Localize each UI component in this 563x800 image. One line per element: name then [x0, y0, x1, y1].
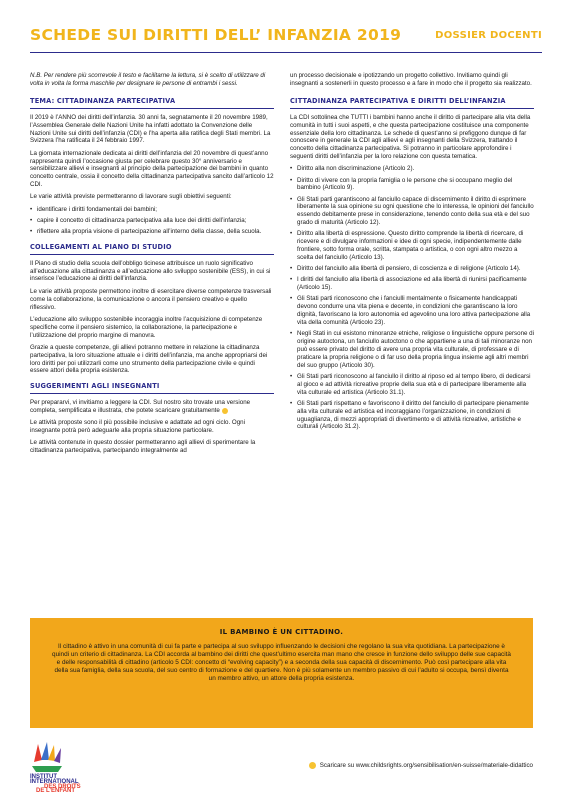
- list-item: • Diritto alla libertà di espressione. Questo diritto comprende la libertà di ricercare, di ricevere e di divulgare informazioni e idee di ogni specie, indipendentemente dalle frontiere, sotto forma orale, scritta, stampata o artistica, o con ogni altro mezzo a scelta del fanciullo (Articolo 13).: [290, 230, 534, 262]
- gender-note: N.B. Per rendere più scorrevole il testo e facilitarne la lettura, si è scelto di utilizzare di volta in volta la forma maschile per designare le persone di entrambi i sessi.: [30, 72, 266, 87]
- right-column: [290, 72, 534, 435]
- rights-list: [290, 165, 534, 431]
- paragraph: Le varie attività previste permetteranno di lavorare sugli obiettivi seguenti:: [30, 193, 232, 201]
- header-rule: [30, 52, 542, 53]
- hand-pointer-icon: [309, 762, 316, 769]
- list-item: • Diritto alla non discriminazione (Articolo 2).: [290, 165, 534, 173]
- ide-logo: [28, 738, 106, 792]
- list-item: • Diritto di vivere con la propria famiglia o le persone che si occupano meglio del bambino (Articolo 9).: [290, 177, 534, 193]
- logo-line-2: INTERNATIONAL: [30, 779, 79, 785]
- paragraph: Le attività contenute in questo dossier permetteranno agli allievi di sperimentare la cittadinanza partecipativa, partecipando integralmente ad: [30, 439, 256, 455]
- list-item: • riflettere alla propria visione di partecipazione all’interno della classe, della scuola.: [30, 228, 274, 236]
- list-item: • Gli Stati parti riconoscono al fanciullo il diritto al riposo ed al tempo libero, di dedicarsi al gioco e ad attività ricreative proprie della sua età e di partecipare liberamente alla vita culturale ed artistica (Articolo 31.1).: [290, 373, 534, 397]
- download-link[interactable]: Scaricare su www.childsrights.org/sensibilisation/en-suisse/materiale-didattico: [319, 762, 533, 770]
- section-title-cittadinanza: TEMA: CITTADINANZA PARTECIPATIVA: [30, 98, 274, 109]
- paragraph: Le attività proposte sono il più possibile inclusive e adattate ad ogni ciclo. Ogni insegnante potrà però adeguarle alla propria situazione particolare.: [30, 419, 245, 435]
- paragraph: La CDI sottolinea che TUTTI i bambini hanno anche il diritto di partecipare alla vita della comunità in tutti i suoi aspetti, e che questa partecipazione costituisce una componente essenziale della loro cittadinanza. Le schede di quest’anno si prefiggono dunque di far conoscere in generale la CDI agli allievi e agli insegnanti della Svizzera, trattando il concetto della cittadinanza partecipativa. Si potranno in particolare approfondire i seguenti diritti dell’infanzia per la loro relazione con questa tematica.: [290, 113, 531, 161]
- download-line[interactable]: [309, 762, 533, 769]
- list-item: • Gli Stati parti rispettano e favoriscono il diritto del fanciullo di partecipare pienamente alla vita culturale ed artistica ed incoraggiano l’organizzazione, in condizioni di uguaglianza, di mezzi appropriati di divertimento e di attività ricreative, artistiche e culturali (Articolo 31.2).: [290, 400, 534, 432]
- hand-pointer-icon: [222, 408, 228, 414]
- paragraph: Le varie attività proposte permettono inoltre di esercitare diverse competenze trasversali come la collaborazione, la comunicazione o ancora il pensiero creativo e quello riflessivo.: [30, 287, 272, 311]
- info-box-title: IL BAMBINO È UN CITTADINO.: [219, 628, 344, 636]
- paragraph: Grazie a queste competenze, gli allievi potranno mettere in relazione la cittadinanza partecipativa, la loro situazione attuale e i diritti dell’infanzia, ma anche appropriarsi dei loro diritti per poi utilizzarli come uno strumento della partecipazione civile e quindi essere attori della propria esistenza.: [30, 343, 268, 375]
- paragraph: un processo decisionale e ipotizzando un progetto collettivo. Invitiamo quindi gli insegnanti a sostenerli in questo processo e a fare in modo che il progetto sia realizzato.: [290, 72, 532, 87]
- info-box: [30, 618, 533, 728]
- header: [30, 26, 542, 46]
- logo-line-3: DES DROITS: [44, 784, 81, 790]
- section-title-piano-di-studio: COLLEGAMENTI AL PIANO DI STUDIO: [30, 244, 274, 255]
- paragraph: L’educazione allo sviluppo sostenibile incoraggia inoltre l’acquisizione di competenze specifiche come il pensiero sistemico, la collaborazione, la partecipazione e l’utilizzazione del proprio margine di manovra.: [30, 315, 263, 339]
- section-title-diritti: CITTADINANZA PARTECIPATIVA E DIRITTI DELL’INFANZIA: [290, 98, 534, 109]
- list-item: • identificare i diritti fondamentali dei bambini;: [30, 206, 274, 214]
- paragraph-text: Per prepararvi, vi invitiamo a leggere la CDI. Sul nostro sito trovate una versione completa, semplificata e illustrata, che potete scaricare gratuitamente: [30, 399, 251, 415]
- list-item: • Gli Stati parti garantiscono al fanciullo capace di discernimento il diritto di esprimere liberamente la sua opinione su ogni questione che lo interessa, le opinioni del fanciullo essendo debitamente prese in considerazione, tenendo conto della sua età e del suo grado di maturità (Articolo 12).: [290, 196, 534, 228]
- objectives-list: [30, 206, 274, 236]
- paragraph: La giornata internazionale dedicata ai diritti dell’infanzia del 20 novembre di quest’anno rappresenta quindi l’occasione giusta per celebrare questo 30° anniversario e sensibilizzare allievi e insegnanti al principio della partecipazione dei bambini in quanto concetto centrale, ossia il concetto della cittadinanza partecipativa sancito dall’articolo 12 CDI.: [30, 149, 274, 189]
- list-item: • capire il concetto di cittadinanza partecipativa alla luce dei diritti dell’infanzia;: [30, 217, 274, 225]
- logo-line-1: INSTITUT: [30, 774, 57, 780]
- logo-line-4: DE L’ENFANT: [36, 788, 76, 792]
- paragraph: [30, 399, 274, 415]
- section-title-suggerimenti: SUGGERIMENTI AGLI INSEGNANTI: [30, 383, 274, 394]
- list-item: • Gli Stati parti riconoscono che i fanciulli mentalmente o fisicamente handicappati devono condurre una vita piena e decente, in condizioni che garantiscano la loro dignità, favoriscano la loro autonomia ed agevolino una loro attiva partecipazione alla vita della comunità (Articolo 23).: [290, 295, 534, 327]
- info-box-text: Il cittadino è attivo in una comunità di cui fa parte e partecipa al suo sviluppo influenzando le decisioni che regolano la sua vita quotidiana. La partecipazione è quindi un criterio di cittadinanza. La CDI accorda al bambino dei diritti che quest’ultimo esercita man mano che cresce in funzione dello sviluppo delle sue capacità e delle responsabilità di cittadino (articolo 5 CDI: concetto di “evolving capacity”) e a seconda della sua capacità di discernimento. Può così partecipare alla vita della sua famiglia, della sua scuola, del suo centro di formazione e del quartiere. Non è più solamente un membro passivo di cui l’adulto si occupa, bensì diventa un membro attivo, un attore della propria esistenza.: [52, 643, 511, 683]
- paragraph: Il Piano di studio della scuola dell’obbligo ticinese attribuisce un ruolo significativo all’educazione alla cittadinanza e all’educazione allo sviluppo sostenibile (ESS), in cui si inserisce l’educazione ai diritti dell’infanzia.: [30, 259, 271, 283]
- paragraph: Il 2019 è l’ANNO dei diritti dell’infanzia. 30 anni fa, segnatamente il 20 novembre 1989, l’Assemblea Generale delle Nazioni Unite ha infatti adottato la Convenzione delle Nazioni Unite sui diritti dell’infanzia (CDI) e l’ha aperta alla ratifica degli Stati membri. La Svizzera l’ha ratificata il 24 febbraio 1997.: [30, 113, 271, 145]
- hands-graphic: [32, 742, 62, 772]
- left-column: [30, 72, 274, 460]
- page-title: SCHEDE SUI DIRITTI DELL’ INFANZIA 2019: [30, 26, 402, 44]
- dossier-label: DOSSIER DOCENTI: [435, 30, 542, 41]
- list-item: • Diritto del fanciullo alla libertà di pensiero, di coscienza e di religione (Articolo 14).: [290, 265, 534, 273]
- list-item: • I diritti del fanciullo alla libertà di associazione ed alla libertà di riunirsi pacificamente (Articolo 15).: [290, 276, 534, 292]
- list-item: • Negli Stati in cui esistono minoranze etniche, religiose o linguistiche oppure persone di origine autoctona, un fanciullo autoctono o che appartiene a una di tali minoranze non può essere privato del diritto di avere una propria vita culturale, di professare e di praticare la propria religione o di far uso della propria lingua insieme agli altri membri del suo gruppo (Articolo 30).: [290, 330, 534, 370]
